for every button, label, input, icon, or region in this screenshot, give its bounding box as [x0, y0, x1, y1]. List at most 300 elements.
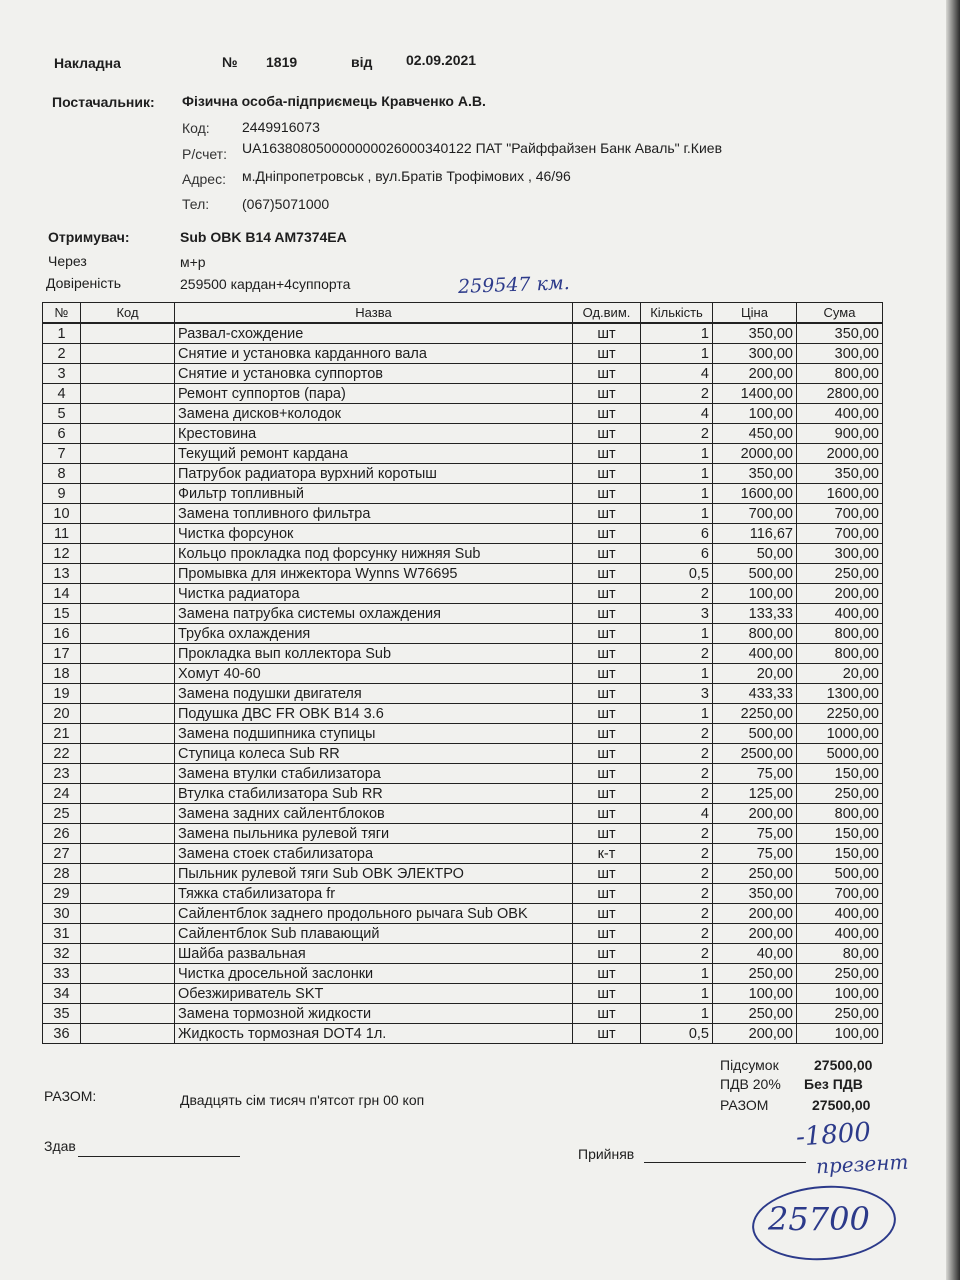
table-row — [43, 684, 883, 704]
cell-qty: 2 — [641, 924, 713, 944]
cell-qty: 2 — [641, 884, 713, 904]
cell-sum: 700,00 — [797, 504, 883, 524]
cell-number: 11 — [43, 524, 81, 544]
cell-qty: 2 — [641, 424, 713, 444]
table-row — [43, 424, 883, 444]
handwritten-mileage: 259547 км. — [457, 272, 571, 298]
cell-price: 75,00 — [713, 824, 797, 844]
cell-code — [81, 364, 175, 384]
table-row — [43, 384, 883, 404]
table-row — [43, 364, 883, 384]
number-label: № — [222, 54, 238, 70]
supplier-phone: (067)5071000 — [242, 196, 330, 212]
table-row — [43, 724, 883, 744]
cell-name: Снятие и установка карданного вала — [175, 344, 573, 364]
cell-qty: 4 — [641, 804, 713, 824]
supplier-account: UA163808050000000026000340122 ПАТ "Райффайзен Банк Аваль" г.Киев — [242, 140, 723, 156]
cell-price: 500,00 — [713, 564, 797, 584]
cell-sum: 400,00 — [797, 924, 883, 944]
cell-qty: 2 — [641, 644, 713, 664]
cell-qty: 1 — [641, 664, 713, 684]
cell-qty: 2 — [641, 844, 713, 864]
total-value: 27500,00 — [812, 1097, 871, 1113]
cell-code — [81, 404, 175, 424]
cell-number: 2 — [43, 344, 81, 364]
cell-code — [81, 624, 175, 644]
cell-name: Замена пыльника рулевой тяги — [175, 824, 573, 844]
cell-sum: 250,00 — [797, 1004, 883, 1024]
vat-label: ПДВ 20% — [720, 1076, 781, 1092]
cell-code — [81, 924, 175, 944]
table-row — [43, 744, 883, 764]
supplier-name: Фізична особа-підприємець Кравченко А.В. — [182, 93, 486, 109]
cell-unit: шт — [573, 504, 641, 524]
cell-number: 30 — [43, 904, 81, 924]
cell-name: Замена подшипника ступицы — [175, 724, 573, 744]
cell-number: 3 — [43, 364, 81, 384]
cell-name: Шайба развальная — [175, 944, 573, 964]
table-row — [43, 504, 883, 524]
cell-number: 14 — [43, 584, 81, 604]
cell-code — [81, 704, 175, 724]
cell-price: 75,00 — [713, 764, 797, 784]
cell-price: 20,00 — [713, 664, 797, 684]
table-row — [43, 624, 883, 644]
cell-number: 19 — [43, 684, 81, 704]
cell-number: 9 — [43, 484, 81, 504]
cell-sum: 200,00 — [797, 584, 883, 604]
cell-number: 13 — [43, 564, 81, 584]
gave-signature-line — [78, 1156, 240, 1157]
cell-unit: шт — [573, 564, 641, 584]
cell-name: Замена топливного фильтра — [175, 504, 573, 524]
cell-qty: 1 — [641, 984, 713, 1004]
table-row — [43, 664, 883, 684]
table-row — [43, 564, 883, 584]
table-row — [43, 444, 883, 464]
cell-number: 5 — [43, 404, 81, 424]
cell-sum: 700,00 — [797, 524, 883, 544]
handwritten-discount-note: презент — [815, 1149, 909, 1179]
cell-code — [81, 764, 175, 784]
via-value: м+р — [180, 254, 206, 270]
cell-unit: шт — [573, 624, 641, 644]
cell-name: Сайлентблок Sub плавающий — [175, 924, 573, 944]
cell-qty: 3 — [641, 684, 713, 704]
cell-code — [81, 904, 175, 924]
supplier-code-label: Код: — [182, 120, 210, 136]
col-header-name: Назва — [175, 303, 573, 324]
cell-price: 200,00 — [713, 924, 797, 944]
cell-name: Крестовина — [175, 424, 573, 444]
cell-unit: шт — [573, 684, 641, 704]
cell-unit: шт — [573, 664, 641, 684]
cell-code — [81, 464, 175, 484]
cell-qty: 1 — [641, 444, 713, 464]
cell-qty: 2 — [641, 904, 713, 924]
cell-name: Ремонт суппортов (пара) — [175, 384, 573, 404]
cell-sum: 500,00 — [797, 864, 883, 884]
cell-qty: 2 — [641, 744, 713, 764]
cell-sum: 300,00 — [797, 344, 883, 364]
trust-label: Довіреність — [46, 275, 122, 291]
cell-unit: шт — [573, 784, 641, 804]
cell-number: 35 — [43, 1004, 81, 1024]
cell-code — [81, 864, 175, 884]
col-header-unit: Од.вим. — [573, 303, 641, 324]
cell-number: 10 — [43, 504, 81, 524]
supplier-address-label: Адрес: — [182, 171, 226, 187]
cell-name: Тяжка стабилизатора fr — [175, 884, 573, 904]
cell-sum: 400,00 — [797, 604, 883, 624]
cell-unit: шт — [573, 404, 641, 424]
cell-code — [81, 444, 175, 464]
cell-sum: 700,00 — [797, 884, 883, 904]
cell-qty: 2 — [641, 384, 713, 404]
cell-price: 200,00 — [713, 364, 797, 384]
cell-code — [81, 644, 175, 664]
cell-number: 28 — [43, 864, 81, 884]
cell-unit: шт — [573, 964, 641, 984]
cell-name: Замена патрубка системы охлаждения — [175, 604, 573, 624]
via-label: Через — [48, 253, 87, 269]
cell-name: Замена втулки стабилизатора — [175, 764, 573, 784]
handwritten-discount: -1800 — [795, 1117, 872, 1153]
table-row — [43, 323, 883, 344]
cell-name: Развал-схождение — [175, 323, 573, 344]
cell-code — [81, 384, 175, 404]
cell-qty: 2 — [641, 724, 713, 744]
col-header-qty: Кількість — [641, 303, 713, 324]
cell-number: 18 — [43, 664, 81, 684]
cell-unit: шт — [573, 944, 641, 964]
cell-code — [81, 744, 175, 764]
cell-sum: 350,00 — [797, 464, 883, 484]
supplier-address: м.Дніпропетровськ , вул.Братів Трофімових , 46/96 — [242, 168, 571, 184]
cell-price: 116,67 — [713, 524, 797, 544]
cell-price: 1600,00 — [713, 484, 797, 504]
cell-name: Замена подушки двигателя — [175, 684, 573, 704]
cell-code — [81, 824, 175, 844]
supplier-phone-label: Тел: — [182, 196, 210, 212]
cell-qty: 1 — [641, 624, 713, 644]
supplier-account-label: Р/счет: — [182, 146, 227, 162]
cell-code — [81, 484, 175, 504]
cell-number: 1 — [43, 323, 81, 344]
cell-price: 200,00 — [713, 904, 797, 924]
cell-name: Замена задних сайлентблоков — [175, 804, 573, 824]
cell-name: Снятие и установка суппортов — [175, 364, 573, 384]
cell-unit: шт — [573, 544, 641, 564]
cell-sum: 2800,00 — [797, 384, 883, 404]
cell-number: 29 — [43, 884, 81, 904]
cell-name: Замена дисков+колодок — [175, 404, 573, 424]
vat-value: Без ПДВ — [804, 1076, 863, 1092]
cell-sum: 350,00 — [797, 323, 883, 344]
cell-qty: 2 — [641, 764, 713, 784]
cell-code — [81, 844, 175, 864]
cell-price: 433,33 — [713, 684, 797, 704]
cell-qty: 1 — [641, 344, 713, 364]
items-table-body — [43, 323, 883, 1044]
table-row — [43, 764, 883, 784]
cell-sum: 250,00 — [797, 784, 883, 804]
cell-qty: 1 — [641, 323, 713, 344]
received-signature-line — [644, 1162, 806, 1163]
cell-unit: шт — [573, 524, 641, 544]
cell-number: 26 — [43, 824, 81, 844]
total-label: РАЗОМ — [720, 1097, 769, 1113]
cell-sum: 250,00 — [797, 564, 883, 584]
cell-number: 24 — [43, 784, 81, 804]
cell-name: Чистка форсунок — [175, 524, 573, 544]
cell-unit: шт — [573, 444, 641, 464]
cell-price: 300,00 — [713, 344, 797, 364]
cell-number: 7 — [43, 444, 81, 464]
cell-sum: 150,00 — [797, 844, 883, 864]
cell-name: Кольцо прокладка под форсунку нижняя Sub — [175, 544, 573, 564]
cell-code — [81, 944, 175, 964]
cell-name: Трубка охлаждения — [175, 624, 573, 644]
cell-price: 800,00 — [713, 624, 797, 644]
cell-unit: шт — [573, 484, 641, 504]
cell-code — [81, 784, 175, 804]
cell-sum: 800,00 — [797, 364, 883, 384]
cell-unit: шт — [573, 1004, 641, 1024]
cell-sum: 1600,00 — [797, 484, 883, 504]
cell-qty: 1 — [641, 704, 713, 724]
cell-sum: 800,00 — [797, 804, 883, 824]
table-row — [43, 824, 883, 844]
cell-price: 400,00 — [713, 644, 797, 664]
cell-qty: 2 — [641, 784, 713, 804]
cell-price: 250,00 — [713, 1004, 797, 1024]
cell-unit: шт — [573, 604, 641, 624]
cell-name: Пыльник рулевой тяги Sub OBK ЭЛЕКТРО — [175, 864, 573, 884]
table-row — [43, 604, 883, 624]
table-row — [43, 944, 883, 964]
subtotal-label: Підсумок — [720, 1057, 779, 1073]
items-table — [42, 302, 883, 1044]
cell-unit: шт — [573, 804, 641, 824]
cell-unit: шт — [573, 644, 641, 664]
table-row — [43, 844, 883, 864]
cell-sum: 400,00 — [797, 904, 883, 924]
cell-number: 31 — [43, 924, 81, 944]
cell-qty: 6 — [641, 524, 713, 544]
cell-price: 2500,00 — [713, 744, 797, 764]
cell-unit: шт — [573, 904, 641, 924]
cell-code — [81, 984, 175, 1004]
cell-qty: 0,5 — [641, 1024, 713, 1044]
col-header-number: № — [43, 303, 81, 324]
cell-sum: 1000,00 — [797, 724, 883, 744]
cell-code — [81, 964, 175, 984]
cell-sum: 150,00 — [797, 764, 883, 784]
cell-qty: 1 — [641, 504, 713, 524]
table-row — [43, 344, 883, 364]
page-edge-shadow — [946, 0, 960, 1280]
cell-name: Замена тормозной жидкости — [175, 1004, 573, 1024]
cell-code — [81, 504, 175, 524]
cell-unit: к-т — [573, 844, 641, 864]
cell-price: 2000,00 — [713, 444, 797, 464]
cell-price: 450,00 — [713, 424, 797, 444]
cell-number: 21 — [43, 724, 81, 744]
cell-name: Текущий ремонт кардана — [175, 444, 573, 464]
table-row — [43, 464, 883, 484]
col-header-sum: Сума — [797, 303, 883, 324]
cell-number: 17 — [43, 644, 81, 664]
cell-sum: 20,00 — [797, 664, 883, 684]
cell-unit: шт — [573, 464, 641, 484]
cell-name: Чистка дросельной заслонки — [175, 964, 573, 984]
cell-price: 250,00 — [713, 964, 797, 984]
col-header-price: Ціна — [713, 303, 797, 324]
recipient-name: Sub OBK B14 AM7374EA — [180, 229, 347, 245]
cell-sum: 5000,00 — [797, 744, 883, 764]
cell-unit: шт — [573, 764, 641, 784]
cell-price: 350,00 — [713, 464, 797, 484]
col-header-code: Код — [81, 303, 175, 324]
cell-price: 200,00 — [713, 1024, 797, 1044]
cell-price: 100,00 — [713, 404, 797, 424]
table-row — [43, 1004, 883, 1024]
cell-name: Втулка стабилизатора Sub RR — [175, 784, 573, 804]
cell-unit: шт — [573, 724, 641, 744]
table-row — [43, 704, 883, 724]
cell-unit: шт — [573, 744, 641, 764]
cell-qty: 4 — [641, 364, 713, 384]
trust-value: 259500 кардан+4суппорта — [180, 276, 351, 292]
supplier-label: Постачальник: — [52, 94, 155, 110]
cell-qty: 2 — [641, 864, 713, 884]
table-row — [43, 524, 883, 544]
cell-name: Подушка ДВС FR OBK B14 3.6 — [175, 704, 573, 724]
cell-qty: 0,5 — [641, 564, 713, 584]
recipient-label: Отримувач: — [48, 229, 130, 245]
cell-unit: шт — [573, 1024, 641, 1044]
cell-code — [81, 604, 175, 624]
cell-sum: 2250,00 — [797, 704, 883, 724]
doc-label: Накладна — [54, 55, 121, 71]
cell-name: Промывка для инжектора Wynns W76695 — [175, 564, 573, 584]
cell-number: 33 — [43, 964, 81, 984]
cell-qty: 1 — [641, 464, 713, 484]
cell-sum: 250,00 — [797, 964, 883, 984]
cell-number: 27 — [43, 844, 81, 864]
cell-price: 40,00 — [713, 944, 797, 964]
cell-name: Фильтр топливный — [175, 484, 573, 504]
cell-code — [81, 884, 175, 904]
cell-number: 16 — [43, 624, 81, 644]
cell-name: Прокладка вып коллектора Sub — [175, 644, 573, 664]
cell-code — [81, 664, 175, 684]
cell-unit: шт — [573, 824, 641, 844]
cell-price: 75,00 — [713, 844, 797, 864]
cell-sum: 2000,00 — [797, 444, 883, 464]
cell-name: Жидкость тормозная DOT4 1л. — [175, 1024, 573, 1044]
cell-unit: шт — [573, 323, 641, 344]
cell-qty: 3 — [641, 604, 713, 624]
received-label: Прийняв — [578, 1146, 635, 1162]
cell-number: 4 — [43, 384, 81, 404]
cell-number: 25 — [43, 804, 81, 824]
cell-number: 8 — [43, 464, 81, 484]
cell-qty: 4 — [641, 404, 713, 424]
cell-number: 32 — [43, 944, 81, 964]
table-row — [43, 784, 883, 804]
cell-sum: 800,00 — [797, 624, 883, 644]
cell-unit: шт — [573, 704, 641, 724]
table-row — [43, 544, 883, 564]
cell-price: 500,00 — [713, 724, 797, 744]
cell-unit: шт — [573, 364, 641, 384]
cell-code — [81, 584, 175, 604]
cell-price: 50,00 — [713, 544, 797, 564]
cell-qty: 1 — [641, 484, 713, 504]
cell-qty: 2 — [641, 944, 713, 964]
cell-unit: шт — [573, 344, 641, 364]
cell-qty: 6 — [641, 544, 713, 564]
table-row — [43, 1024, 883, 1044]
cell-unit: шт — [573, 884, 641, 904]
cell-price: 100,00 — [713, 984, 797, 1004]
cell-name: Хомут 40-60 — [175, 664, 573, 684]
amount-words-text: Двадцять сім тисяч п'ятсот грн 00 коп — [180, 1092, 425, 1108]
cell-price: 700,00 — [713, 504, 797, 524]
cell-code — [81, 684, 175, 704]
cell-unit: шт — [573, 424, 641, 444]
cell-unit: шт — [573, 584, 641, 604]
cell-code — [81, 544, 175, 564]
cell-price: 250,00 — [713, 864, 797, 884]
cell-number: 34 — [43, 984, 81, 1004]
cell-sum: 300,00 — [797, 544, 883, 564]
cell-number: 15 — [43, 604, 81, 624]
table-row — [43, 864, 883, 884]
cell-qty: 2 — [641, 584, 713, 604]
cell-code — [81, 323, 175, 344]
handwritten-final-amount: 25700 — [768, 1200, 870, 1238]
cell-price: 133,33 — [713, 604, 797, 624]
cell-unit: шт — [573, 384, 641, 404]
table-row — [43, 484, 883, 504]
cell-price: 100,00 — [713, 584, 797, 604]
cell-sum: 100,00 — [797, 984, 883, 1004]
cell-code — [81, 424, 175, 444]
supplier-code: 2449916073 — [242, 119, 320, 135]
amount-words-label: РАЗОМ: — [44, 1088, 97, 1104]
cell-name: Сайлентблок заднего продольного рычага Sub OBK — [175, 904, 573, 924]
cell-number: 12 — [43, 544, 81, 564]
cell-name: Обезжириватель SKT — [175, 984, 573, 1004]
cell-sum: 150,00 — [797, 824, 883, 844]
cell-sum: 800,00 — [797, 644, 883, 664]
cell-name: Чистка радиатора — [175, 584, 573, 604]
cell-price: 200,00 — [713, 804, 797, 824]
cell-number: 23 — [43, 764, 81, 784]
cell-code — [81, 564, 175, 584]
cell-code — [81, 524, 175, 544]
date-label: від — [351, 54, 373, 70]
cell-sum: 80,00 — [797, 944, 883, 964]
cell-sum: 1300,00 — [797, 684, 883, 704]
table-header-row — [43, 303, 883, 324]
table-row — [43, 964, 883, 984]
cell-sum: 100,00 — [797, 1024, 883, 1044]
cell-unit: шт — [573, 864, 641, 884]
